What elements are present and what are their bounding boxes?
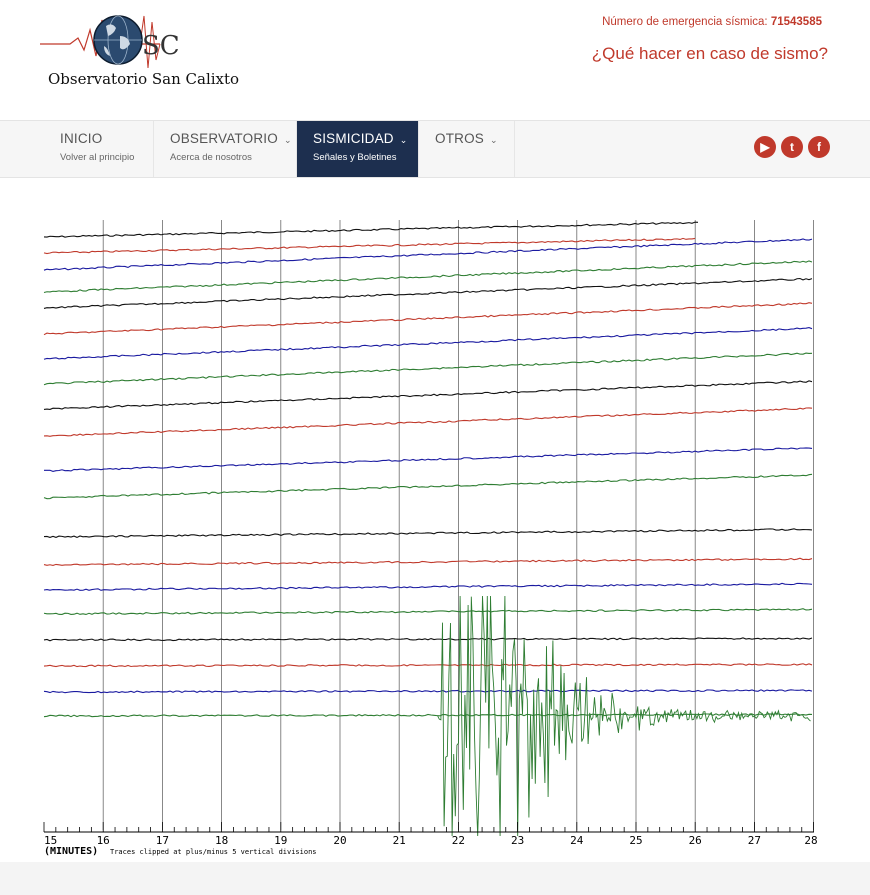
seismic-trace (44, 474, 812, 498)
nav-inicio[interactable] (44, 121, 154, 177)
x-tick-label: 16 (96, 834, 110, 847)
x-tick-label: 22 (451, 834, 466, 847)
seismic-trace (44, 381, 812, 410)
youtube-icon[interactable]: ▶ (754, 136, 776, 158)
x-tick-label: 28 (804, 834, 818, 847)
seismic-trace (44, 303, 812, 335)
x-tick-label: 25 (629, 834, 643, 847)
nav-subtitle: Volver al principio (60, 152, 135, 163)
seismic-trace (44, 638, 812, 641)
seismic-trace (44, 664, 812, 667)
seismic-trace (44, 690, 812, 693)
seismic-trace (44, 222, 698, 237)
chevron-down-icon: ⌄ (490, 135, 498, 145)
emergency-number (602, 16, 822, 28)
main-nav (0, 120, 870, 178)
x-tick-label: 21 (392, 834, 406, 847)
logo-text: Observatorio San Calixto (48, 70, 240, 88)
x-tick-label: 27 (747, 834, 762, 847)
seismic-trace (44, 328, 812, 360)
what-to-do-link[interactable]: ¿Qué hacer en caso de sismo? (591, 44, 828, 63)
seismic-trace (44, 609, 812, 615)
seismic-trace (44, 558, 812, 565)
seismic-trace (44, 353, 812, 385)
site-header (0, 0, 870, 120)
seismic-trace (44, 529, 812, 538)
seismic-trace (44, 714, 812, 717)
nav-otros[interactable] (419, 121, 515, 177)
seismic-trace (44, 583, 812, 590)
facebook-icon[interactable]: f (808, 136, 830, 158)
seismic-trace (44, 279, 812, 309)
logo-initials: SC (142, 31, 180, 61)
x-axis-label: (MINUTES) (44, 846, 99, 857)
seismogram (44, 220, 818, 860)
nav-title: INICIO (60, 131, 103, 146)
twitter-icon[interactable]: t (781, 136, 803, 158)
seismic-trace (44, 448, 812, 471)
nav-title: OBSERVATORIO (170, 131, 278, 146)
x-tick-label: 18 (214, 834, 229, 847)
social-links (754, 136, 830, 158)
seismic-trace (44, 261, 812, 293)
logo-emblem (40, 10, 200, 72)
x-tick-label: 15 (44, 834, 58, 847)
x-tick-label: 19 (274, 834, 288, 847)
emergency-phone[interactable]: 71543585 (770, 16, 822, 28)
x-tick-label: 24 (570, 834, 584, 847)
nav-observatorio[interactable] (154, 121, 297, 177)
chevron-down-icon: ⌄ (283, 135, 292, 145)
seismic-trace (44, 238, 695, 253)
footer-band (0, 862, 870, 895)
clip-note: Traces clipped at plus/minus 5 vertical divisions (110, 848, 317, 856)
chevron-down-icon: ⌄ (399, 135, 408, 145)
x-tick-label: 26 (688, 834, 702, 847)
nav-title: SISMICIDAD (313, 131, 394, 146)
nav-sismicidad[interactable] (297, 121, 419, 177)
x-tick-label: 17 (155, 834, 170, 847)
nav-title: OTROS (435, 131, 485, 146)
seismic-trace (44, 408, 812, 436)
emergency-label: Número de emergencia sísmica: (602, 16, 771, 28)
x-tick-label: 20 (333, 834, 347, 847)
nav-subtitle: Acerca de nosotros (170, 152, 252, 163)
x-tick-label: 23 (510, 834, 525, 847)
logo[interactable] (40, 10, 240, 90)
nav-subtitle: Señales y Boletines (313, 152, 397, 163)
